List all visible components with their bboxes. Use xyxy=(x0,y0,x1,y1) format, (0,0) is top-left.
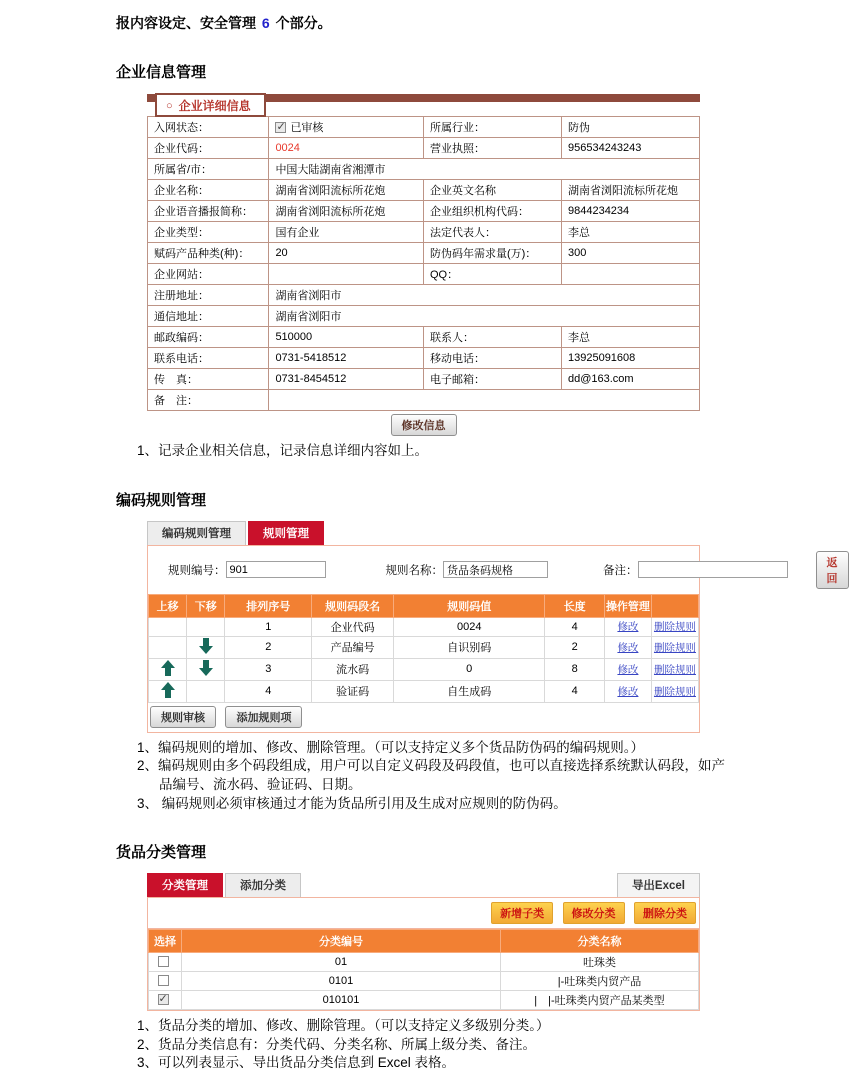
table-row xyxy=(148,180,700,201)
intro-part2: 个部分。 xyxy=(271,15,332,31)
categories-panel xyxy=(147,873,700,1011)
table-row xyxy=(149,991,699,1010)
note-item: 2、货品分类信息有：分类代码、分类名称、所属上级分类、备注。 xyxy=(137,1036,537,1052)
intro-number: 6 xyxy=(261,15,270,31)
table-row xyxy=(148,264,700,285)
note-item: 3、 编码规则必须审核通过才能为货品所引用及生成对应规则的防伪码。 xyxy=(137,795,567,811)
rules-panel xyxy=(147,521,838,733)
delete-rule-link[interactable]: 删除规则 xyxy=(653,641,696,654)
rule-name-input[interactable] xyxy=(443,561,548,578)
field-value xyxy=(561,264,699,285)
move-up-icon[interactable] xyxy=(161,660,175,676)
segment-cell: 流水码 xyxy=(312,658,394,680)
ops-cell xyxy=(604,636,651,658)
modify-link[interactable]: 修改 xyxy=(617,641,639,654)
table-row xyxy=(148,369,700,390)
field-value xyxy=(269,117,424,138)
category-name-cell: |-吐珠类内贸产品 xyxy=(501,972,699,991)
table-header-row xyxy=(149,594,699,617)
add-subcategory-button[interactable]: 新增子类 xyxy=(491,902,553,924)
enterprise-button-row xyxy=(147,411,700,436)
field-label: 邮政编码： xyxy=(148,327,269,348)
note-item: 3、可以列表显示、导出货品分类信息到 Excel 表格。 xyxy=(137,1055,456,1071)
table-row xyxy=(148,306,700,327)
field-value: 防伪 xyxy=(561,117,699,138)
segment-cell: 验证码 xyxy=(312,680,394,702)
categories-table xyxy=(148,929,699,1010)
delete-cell xyxy=(651,658,698,680)
field-value xyxy=(269,390,700,411)
select-cell xyxy=(149,991,182,1010)
field-label: 企业名称： xyxy=(148,180,269,201)
move-down-icon[interactable] xyxy=(199,660,213,676)
field-label: 传 真： xyxy=(148,369,269,390)
field-label: 法定代表人： xyxy=(423,222,561,243)
category-action-buttons xyxy=(148,898,699,929)
move-up-cell xyxy=(149,636,187,658)
table-row xyxy=(148,159,700,180)
remark-input[interactable] xyxy=(638,561,788,578)
move-up-icon[interactable] xyxy=(161,682,175,698)
ops-cell xyxy=(604,617,651,636)
value-cell: 0024 xyxy=(394,617,545,636)
field-value: 20 xyxy=(269,243,424,264)
company-code-value: 0024 xyxy=(275,142,300,154)
col-header-segment: 规则码段名 xyxy=(312,594,394,617)
move-up-cell xyxy=(149,658,187,680)
length-cell: 4 xyxy=(545,617,605,636)
field-label: 入网状态： xyxy=(148,117,269,138)
field-label: 企业网站： xyxy=(148,264,269,285)
ops-cell xyxy=(604,680,651,702)
field-value: 300 xyxy=(561,243,699,264)
field-value: 湖南省浏阳流标所花炮 xyxy=(561,180,699,201)
field-label: 企业组织机构代码： xyxy=(423,201,561,222)
delete-rule-link[interactable]: 删除规则 xyxy=(653,621,696,634)
category-name-cell: | |-吐珠类内贸产品某类型 xyxy=(501,991,699,1010)
category-code-cell: 010101 xyxy=(182,991,501,1010)
rules-table xyxy=(148,594,699,703)
seq-cell: 3 xyxy=(225,658,312,680)
table-row xyxy=(148,327,700,348)
field-value: 13925091608 xyxy=(561,348,699,369)
field-value: 湖南省浏阳市 xyxy=(269,306,700,327)
rules-button-row xyxy=(148,703,699,732)
checkbox-icon[interactable] xyxy=(158,975,169,986)
category-code-cell: 0101 xyxy=(182,972,501,991)
modify-info-button[interactable]: 修改信息 xyxy=(391,414,457,436)
field-label: 联系电话： xyxy=(148,348,269,369)
modify-link[interactable]: 修改 xyxy=(617,663,639,676)
delete-rule-link[interactable]: 删除规则 xyxy=(653,685,696,698)
field-label: 所属行业： xyxy=(423,117,561,138)
move-down-icon[interactable] xyxy=(199,638,213,654)
col-header-move-up: 上移 xyxy=(149,594,187,617)
enterprise-info-table xyxy=(147,116,700,411)
col-header-blank xyxy=(651,594,698,617)
field-value: 中国大陆湖南省湘潭市 xyxy=(269,159,700,180)
field-label: 赋码产品种类(种)： xyxy=(148,243,269,264)
enterprise-panel-header xyxy=(147,93,700,116)
field-label: 防伪码年需求量(万)： xyxy=(423,243,561,264)
move-up-cell xyxy=(149,680,187,702)
delete-category-button[interactable]: 删除分类 xyxy=(634,902,696,924)
select-cell xyxy=(149,953,182,972)
enterprise-panel-title: 企业详细信息 xyxy=(178,99,251,113)
field-value xyxy=(269,138,424,159)
rules-content xyxy=(147,545,838,733)
field-value: 湖南省浏阳流标所花炮 xyxy=(269,201,424,222)
segment-cell: 企业代码 xyxy=(312,617,394,636)
ops-cell xyxy=(604,658,651,680)
checkbox-checked-icon[interactable] xyxy=(275,122,286,133)
col-header-length: 长度 xyxy=(545,594,605,617)
enterprise-notes xyxy=(137,442,737,461)
table-header-row xyxy=(149,930,699,953)
field-value: 510000 xyxy=(269,327,424,348)
col-header-name: 分类名称 xyxy=(501,930,699,953)
field-label: 所属省/市： xyxy=(148,159,269,180)
section-heading-enterprise: 企业信息管理 xyxy=(116,64,207,81)
rule-form xyxy=(148,546,838,594)
intro-text xyxy=(116,0,787,33)
length-cell: 8 xyxy=(545,658,605,680)
rule-no-label: 规则编号： xyxy=(168,564,226,577)
move-down-cell xyxy=(187,680,225,702)
field-value: 956534243243 xyxy=(561,138,699,159)
field-label: 联系人： xyxy=(423,327,561,348)
table-row xyxy=(148,222,700,243)
section-heading-categories: 货品分类管理 xyxy=(116,844,207,862)
segment-cell: 产品编号 xyxy=(312,636,394,658)
col-header-seq: 排列序号 xyxy=(225,594,312,617)
note-item: 1、货品分类的增加、修改、删除管理。（可以支持定义多级别分类。） xyxy=(137,1018,550,1034)
modify-category-button[interactable]: 修改分类 xyxy=(563,902,625,924)
length-cell: 2 xyxy=(545,636,605,658)
tab-rule-management[interactable]: 规则管理 xyxy=(248,521,324,545)
category-name-cell: 吐珠类 xyxy=(501,953,699,972)
table-row xyxy=(148,138,700,159)
categories-tabbar xyxy=(147,873,700,897)
table-row xyxy=(148,243,700,264)
export-excel-button[interactable]: 导出Excel xyxy=(617,873,700,897)
field-value: 湖南省浏阳流标所花炮 xyxy=(269,180,424,201)
delete-cell xyxy=(651,680,698,702)
tab-rule-code-management[interactable]: 编码规则管理 xyxy=(147,521,246,545)
enterprise-detail-panel xyxy=(147,93,700,436)
table-row xyxy=(149,617,699,636)
rules-tabbar xyxy=(147,521,700,545)
delete-cell xyxy=(651,636,698,658)
remark-label: 备注： xyxy=(603,564,638,577)
categories-notes xyxy=(137,1017,737,1073)
table-row xyxy=(148,201,700,222)
modify-link[interactable]: 修改 xyxy=(617,685,639,698)
field-value: 国有企业 xyxy=(269,222,424,243)
field-value: 李总 xyxy=(561,327,699,348)
field-label: 移动电话： xyxy=(423,348,561,369)
field-value: 湖南省浏阳市 xyxy=(269,285,700,306)
col-header-value: 规则码值 xyxy=(394,594,545,617)
field-label: 通信地址： xyxy=(148,306,269,327)
tab-add-category[interactable]: 添加分类 xyxy=(225,873,301,897)
field-label: QQ： xyxy=(423,264,561,285)
field-value: dd@163.com xyxy=(561,369,699,390)
field-label: 注册地址： xyxy=(148,285,269,306)
table-row xyxy=(148,348,700,369)
table-row xyxy=(149,658,699,680)
status-value: 已审核 xyxy=(290,122,324,134)
modify-link[interactable]: 修改 xyxy=(617,621,639,634)
rules-notes xyxy=(137,739,737,814)
table-row xyxy=(149,636,699,658)
field-value: 9844234234 xyxy=(561,201,699,222)
rule-name-label: 规则名称： xyxy=(385,564,443,577)
field-label: 营业执照： xyxy=(423,138,561,159)
select-cell xyxy=(149,972,182,991)
field-label: 企业类型： xyxy=(148,222,269,243)
col-header-select: 选择 xyxy=(149,930,182,953)
table-row xyxy=(149,953,699,972)
field-value: 0731-5418512 xyxy=(269,348,424,369)
category-code-cell: 01 xyxy=(182,953,501,972)
field-label: 备 注： xyxy=(148,390,269,411)
move-down-cell xyxy=(187,658,225,680)
table-row xyxy=(148,117,700,138)
field-value: 0731-8454512 xyxy=(269,369,424,390)
section-heading-rules: 编码规则管理 xyxy=(116,491,207,509)
length-cell: 4 xyxy=(545,680,605,702)
rule-no-input[interactable] xyxy=(226,561,326,578)
checkbox-icon[interactable] xyxy=(158,956,169,967)
col-header-move-down: 下移 xyxy=(187,594,225,617)
col-header-code: 分类编号 xyxy=(182,930,501,953)
delete-cell xyxy=(651,617,698,636)
circle-icon: ○ xyxy=(166,99,173,112)
field-label: 企业语音播报简称： xyxy=(148,201,269,222)
note-item: 1、编码规则的增加、修改、删除管理。（可以支持定义多个货品防伪码的编码规则。） xyxy=(137,739,645,755)
table-row xyxy=(148,285,700,306)
seq-cell: 2 xyxy=(225,636,312,658)
value-cell: 自生成码 xyxy=(394,680,545,702)
move-down-cell xyxy=(187,617,225,636)
value-cell: 自识别码 xyxy=(394,636,545,658)
move-down-cell xyxy=(187,636,225,658)
intro-part1: 报内容设定、安全管理 xyxy=(116,15,260,31)
note-item: 1、记录企业相关信息，记录信息详细内容如上。 xyxy=(137,443,429,458)
delete-rule-link[interactable]: 删除规则 xyxy=(653,663,696,676)
tab-category-management[interactable]: 分类管理 xyxy=(147,873,223,897)
back-button[interactable]: 返 回 xyxy=(816,551,849,589)
col-header-ops: 操作管理 xyxy=(604,594,651,617)
table-row xyxy=(148,390,700,411)
move-up-cell xyxy=(149,617,187,636)
value-cell: 0 xyxy=(394,658,545,680)
checkbox-checked-icon[interactable] xyxy=(158,994,169,1005)
table-row xyxy=(149,680,699,702)
field-label: 企业代码： xyxy=(148,138,269,159)
categories-content xyxy=(147,897,700,1011)
seq-cell: 1 xyxy=(225,617,312,636)
field-label: 电子邮箱： xyxy=(423,369,561,390)
seq-cell: 4 xyxy=(225,680,312,702)
rule-audit-button[interactable]: 规则审核 xyxy=(150,706,216,728)
enterprise-detail-tab xyxy=(155,93,266,117)
field-label: 企业英文名称 xyxy=(423,180,561,201)
add-rule-item-button[interactable]: 添加规则项 xyxy=(225,706,302,728)
table-row xyxy=(149,972,699,991)
note-item: 2、编码规则由多个码段组成，用户可以自定义码段及码段值，也可以直接选择系统默认码段，如产品编号、流水码、验证码、日期。 xyxy=(137,758,726,792)
field-value xyxy=(269,264,424,285)
field-value: 李总 xyxy=(561,222,699,243)
